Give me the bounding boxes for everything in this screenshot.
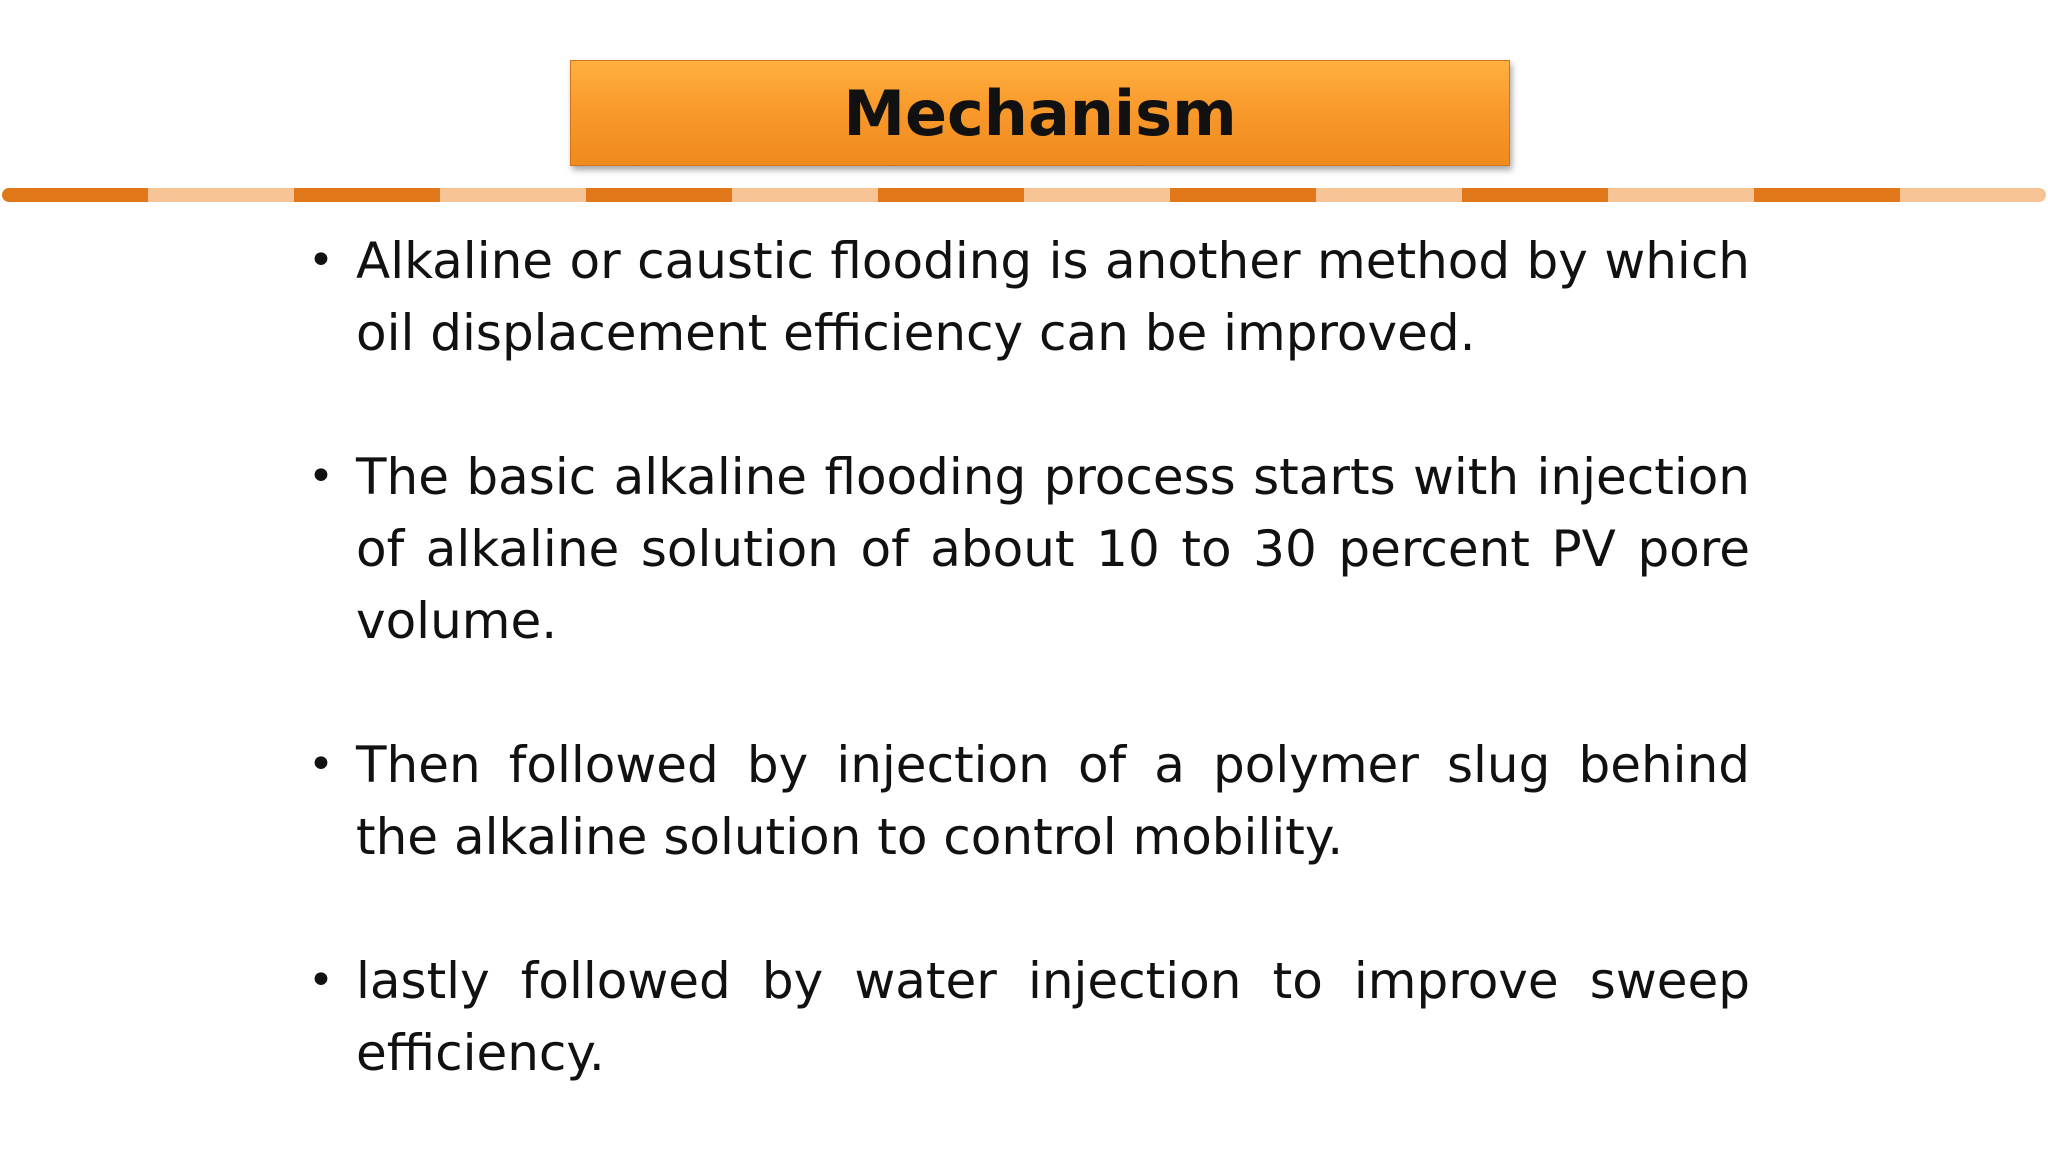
bullet-dot: •	[308, 739, 334, 790]
divider-segment	[1900, 188, 2046, 202]
bullet-dot: •	[308, 235, 334, 286]
divider-bar	[2, 188, 2046, 202]
title-banner	[570, 60, 1510, 166]
divider-segment	[2, 188, 148, 202]
divider-segment	[732, 188, 878, 202]
bullet-dot: •	[308, 955, 334, 1006]
divider-segment	[440, 188, 586, 202]
divider-segment	[586, 188, 732, 202]
divider-segment	[1316, 188, 1462, 202]
bullet-item	[300, 729, 1750, 873]
bullet-item	[300, 225, 1750, 369]
divider-segment	[1754, 188, 1900, 202]
bullet-text: Alkaline or caustic flooding is another method by which oil displacement efficiency can be improved.	[356, 232, 1750, 362]
divider-segment	[148, 188, 294, 202]
bullet-list	[300, 225, 1750, 1161]
bullet-text: lastly followed by water injection to improve sweep efficiency.	[356, 952, 1750, 1082]
divider-segment	[294, 188, 440, 202]
divider-segment	[1608, 188, 1754, 202]
divider-segment	[1462, 188, 1608, 202]
bullet-text: The basic alkaline flooding process starts with injection of alkaline solution of about 10 to 30 percent PV pore volume.	[356, 448, 1750, 650]
bullet-item	[300, 945, 1750, 1089]
divider-segment	[878, 188, 1024, 202]
bullet-item	[300, 441, 1750, 657]
divider-segment	[1170, 188, 1316, 202]
bullet-text: Then followed by injection of a polymer slug behind the alkaline solution to control mobility.	[356, 736, 1750, 866]
divider-segment	[1024, 188, 1170, 202]
bullet-dot: •	[308, 451, 334, 502]
slide-title: Mechanism	[843, 76, 1237, 150]
